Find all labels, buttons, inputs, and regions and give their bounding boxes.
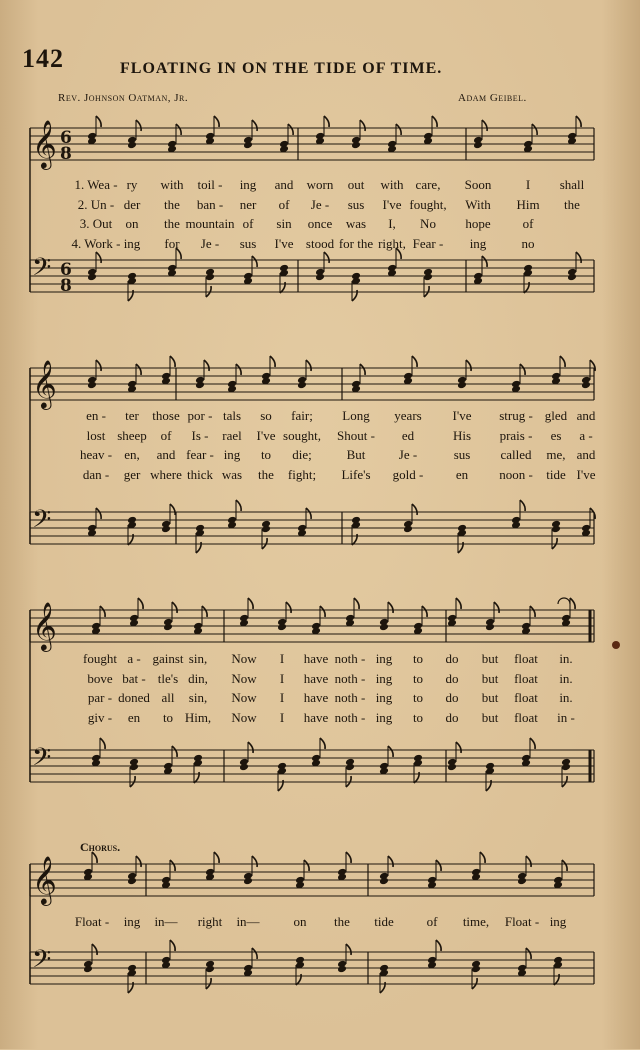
lyric-syllable: have <box>303 651 329 666</box>
note-chord <box>403 356 417 385</box>
lyric-syllable: was <box>345 216 367 231</box>
lyric-syllable: Now <box>231 690 257 705</box>
lyric-syllable: 2. Un - <box>77 196 115 212</box>
lyric-syllable: en - <box>86 408 106 423</box>
lyric-syllable: dan - <box>82 466 110 482</box>
note-chord <box>129 758 139 787</box>
lyric-line-verse-4 <box>0 710 640 728</box>
note-chord <box>337 852 351 881</box>
note-chord <box>127 856 141 885</box>
note-chord <box>127 272 137 301</box>
lyric-syllable: toil - <box>197 177 223 192</box>
lyric-syllable: the <box>164 216 180 231</box>
lyric-syllable: float <box>514 670 538 686</box>
note-chord <box>261 356 275 385</box>
lyric-syllable: out <box>347 177 365 192</box>
note-chord <box>511 500 525 529</box>
fermata-icon <box>558 598 570 604</box>
note-chord <box>423 116 437 145</box>
lyric-syllable: Now <box>231 709 257 725</box>
lyric-syllable: of <box>426 914 438 929</box>
lyric-syllable: Now <box>231 651 257 666</box>
note-chord <box>227 500 241 529</box>
lyric-syllable: Is - <box>191 427 209 443</box>
lyric-syllable: do <box>445 709 459 725</box>
treble-clef-icon: 𝄞 <box>32 855 57 904</box>
lyric-syllable: in— <box>236 914 260 929</box>
lyric-syllable: Now <box>231 670 257 686</box>
lyric-syllable: ter <box>125 408 139 423</box>
lyric-line-verse-4 <box>0 236 640 254</box>
lyric-syllable: sus <box>453 447 471 462</box>
lyric-syllable: for the <box>338 235 374 251</box>
lyric-syllable: of <box>278 196 290 212</box>
lyric-syllable: tle's <box>157 670 179 686</box>
note-chord <box>351 516 361 545</box>
lyric-syllable: once <box>307 216 333 231</box>
note-chord <box>485 762 495 791</box>
note-chord <box>161 940 175 969</box>
note-chord <box>83 944 97 973</box>
music-system-4 <box>0 850 640 1050</box>
lyric-syllable: called <box>500 447 532 462</box>
bass-clef-icon: 𝄢 <box>32 743 52 778</box>
note-chord <box>127 964 137 993</box>
lyric-syllable: tide <box>546 466 566 482</box>
lyric-syllable: in - <box>557 709 575 725</box>
lyric-line-verse-3 <box>0 216 640 234</box>
note-chord <box>279 264 289 293</box>
note-chord <box>413 754 423 783</box>
note-chord <box>297 360 311 389</box>
lyric-syllable: a - <box>127 651 141 666</box>
lyric-syllable: par - <box>87 690 113 705</box>
lyric-syllable: float <box>514 690 538 705</box>
lyric-syllable: do <box>445 651 459 666</box>
lyric-syllable: But <box>346 447 366 462</box>
lyric-syllable: fear - <box>186 447 214 462</box>
note-chord <box>567 116 581 145</box>
note-chord <box>379 602 393 631</box>
lyric-syllable: noth - <box>334 690 366 705</box>
bass-clef-icon: 𝄢 <box>32 945 52 980</box>
note-chord <box>277 762 287 791</box>
lyric-line-verse-1 <box>0 651 640 669</box>
lyric-syllable: ing <box>375 690 393 705</box>
note-chord <box>351 120 365 149</box>
lyric-syllable: sin <box>276 216 292 231</box>
lyric-syllable: to <box>412 651 424 666</box>
lyric-syllable: where <box>150 466 182 482</box>
note-chord <box>205 268 215 297</box>
note-chord <box>561 758 571 787</box>
treble-staff <box>30 368 594 400</box>
note-chord <box>447 598 461 627</box>
lyric-syllable: and <box>576 447 596 462</box>
lyric-syllable: I've <box>576 466 596 482</box>
lyric-syllable: Life's <box>341 466 371 482</box>
bass-staff <box>30 512 594 544</box>
note-chord <box>205 116 219 145</box>
note-chord <box>423 268 433 297</box>
lyric-syllable: on <box>293 914 307 929</box>
note-chord <box>315 116 329 145</box>
lyric-line-verse-3 <box>0 690 640 708</box>
lyric-syllable: noth - <box>334 709 366 725</box>
treble-clef-icon: 𝄞 <box>32 119 57 168</box>
bass-staff <box>30 260 594 292</box>
lyric-syllable: and <box>576 408 596 423</box>
note-chord <box>315 252 329 281</box>
lyric-syllable: but <box>481 670 499 686</box>
lyric-syllable: do <box>445 690 459 705</box>
lyric-syllable: ger <box>123 466 141 482</box>
lyric-syllable: fight; <box>287 466 317 482</box>
lyric-syllable: fought, <box>409 196 447 212</box>
treble-staff <box>30 128 594 160</box>
author-credit: Rev. Johnson Oatman, Jr. <box>58 92 189 104</box>
lyric-syllable: of <box>522 216 534 231</box>
lyric-syllable: stood <box>305 235 335 251</box>
hymn-title: FLOATING IN ON THE TIDE OF TIME. <box>120 60 443 77</box>
lyric-syllable: sus <box>239 235 257 251</box>
note-chord <box>205 852 219 881</box>
note-chord <box>243 856 257 885</box>
lyric-line-verse-2 <box>0 671 640 689</box>
lyric-syllable: Je - <box>398 447 418 462</box>
lyric-line-verse-4 <box>0 467 640 485</box>
note-chord <box>337 944 351 973</box>
lyric-syllable: the <box>164 196 180 212</box>
lyric-syllable: I <box>279 690 285 705</box>
note-chord <box>91 738 105 767</box>
lyric-syllable: 3. Out <box>79 216 113 231</box>
note-chord <box>551 520 561 549</box>
lyric-syllable: of <box>160 427 172 443</box>
lyric-syllable: die; <box>292 447 312 462</box>
lyric-line-verse-3 <box>0 447 640 465</box>
lyric-syllable: ing <box>123 914 141 929</box>
lyric-syllable: lost <box>86 427 106 443</box>
lyric-syllable: Shout - <box>337 427 375 443</box>
lyric-syllable: sheep <box>117 427 147 443</box>
lyric-syllable: in— <box>154 914 178 929</box>
lyric-syllable: Float - <box>74 914 110 929</box>
lyric-syllable: der <box>123 196 141 212</box>
lyric-syllable: for <box>164 235 180 251</box>
lyric-syllable: bove <box>87 670 113 686</box>
note-chord <box>523 264 533 293</box>
lyric-syllable: ing <box>549 914 567 929</box>
note-chord <box>239 742 253 771</box>
composer-credit: Adam Geibel. <box>458 92 527 104</box>
note-chord <box>567 252 581 281</box>
note-chord <box>345 758 355 787</box>
treble-clef-icon: 𝄞 <box>32 601 57 650</box>
lyric-line-verse-1 <box>0 177 640 195</box>
lyric-syllable: es <box>550 427 562 443</box>
lyric-syllable: gainst <box>152 651 184 666</box>
lyric-syllable: ing <box>123 235 141 251</box>
note-chord <box>127 516 137 545</box>
note-chord <box>379 856 393 885</box>
lyric-syllable: of <box>242 216 254 231</box>
lyric-syllable: No <box>420 216 436 231</box>
lyric-syllable: with <box>380 177 404 192</box>
note-chord <box>427 940 441 969</box>
lyric-syllable: noth - <box>334 670 366 686</box>
lyric-line-verse-1 <box>0 408 640 426</box>
lyric-syllable: Long <box>342 408 370 423</box>
lyric-syllable: ing <box>239 177 257 192</box>
lyric-syllable: and <box>274 177 294 192</box>
lyric-syllable: all <box>161 690 175 705</box>
time-signature-denominator: 8 <box>60 276 72 296</box>
lyric-syllable: with <box>160 177 184 192</box>
lyric-syllable: tide <box>374 914 394 929</box>
lyric-syllable: to <box>162 709 174 725</box>
note-chord <box>471 852 485 881</box>
lyric-syllable: With <box>465 196 491 212</box>
lyric-syllable: I <box>525 177 531 192</box>
lyric-syllable: worn <box>306 177 334 192</box>
note-chord <box>193 754 203 783</box>
lyric-syllable: I <box>279 670 285 686</box>
note-chord <box>517 856 531 885</box>
lyric-syllable: so <box>260 408 272 423</box>
lyric-syllable: to <box>412 709 424 725</box>
lyric-syllable: por - <box>187 408 213 423</box>
lyric-syllable: in. <box>559 651 573 666</box>
lyric-syllable: but <box>481 709 499 725</box>
lyric-syllable: sin, <box>188 690 208 705</box>
bass-clef-icon: 𝄢 <box>32 253 52 288</box>
lyric-syllable: thick <box>187 466 213 482</box>
note-chord <box>311 738 325 767</box>
note-chord <box>129 598 143 627</box>
note-chord <box>195 360 209 389</box>
lyric-syllable: ner <box>239 196 257 212</box>
note-chord <box>295 956 305 985</box>
lyric-syllable: have <box>303 690 329 705</box>
note-chord <box>261 520 271 549</box>
lyric-syllable: but <box>481 651 499 666</box>
lyric-syllable: Float - <box>504 914 540 929</box>
lyric-syllable: I <box>279 651 285 666</box>
lyric-line-verse-2 <box>0 197 640 215</box>
lyric-syllable: fought <box>83 651 117 666</box>
chorus-label: Chorus. <box>80 840 121 854</box>
treble-clef-icon: 𝄞 <box>32 359 57 408</box>
note-chord <box>457 360 471 389</box>
lyric-syllable: sus <box>347 196 365 212</box>
lyric-syllable: strug - <box>499 408 533 423</box>
lyric-syllable: no <box>521 235 535 251</box>
lyric-syllable: heav - <box>79 447 113 462</box>
note-chord <box>471 960 481 989</box>
lyric-syllable: the <box>564 196 580 212</box>
lyric-syllable: do <box>445 670 459 686</box>
note-chord <box>87 360 101 389</box>
bass-staff <box>30 952 594 984</box>
bass-staff <box>30 750 594 782</box>
lyric-syllable: sought, <box>283 427 321 443</box>
lyric-syllable: Fear - <box>412 235 444 251</box>
page-number: 142 <box>22 44 64 73</box>
lyric-syllable: I <box>279 709 285 725</box>
lyric-syllable: I've <box>256 427 276 443</box>
lyric-syllable: bat - <box>122 670 146 686</box>
lyric-syllable: 4. Work - <box>71 235 121 251</box>
note-chord <box>87 252 101 281</box>
lyric-syllable: years <box>394 408 422 423</box>
lyric-line-verse-2 <box>0 428 640 446</box>
note-chord <box>457 524 467 553</box>
lyric-syllable: in. <box>559 690 573 705</box>
lyric-syllable: Je - <box>200 235 220 251</box>
lyric-syllable: en <box>455 466 469 482</box>
lyric-syllable: but <box>481 690 499 705</box>
lyric-syllable: float <box>514 651 538 666</box>
lyric-syllable: right <box>197 914 223 929</box>
note-chord <box>581 360 595 389</box>
note-chord <box>161 356 175 385</box>
lyric-syllable: Him, <box>184 709 212 725</box>
note-chord <box>379 964 389 993</box>
lyric-syllable: din, <box>188 670 208 686</box>
lyric-syllable: en, <box>124 447 140 462</box>
lyric-syllable: right, <box>378 235 406 251</box>
lyric-line-verse-1 <box>0 914 640 932</box>
lyric-syllable: ing <box>223 447 241 462</box>
lyric-syllable: in. <box>559 670 573 686</box>
lyric-syllable: 1. Wea - <box>74 177 118 192</box>
treble-staff <box>30 864 594 896</box>
lyric-syllable: have <box>303 670 329 686</box>
lyric-syllable: rael <box>222 427 242 443</box>
treble-staff <box>30 610 594 642</box>
note-chord <box>447 742 461 771</box>
lyric-syllable: sin, <box>188 651 208 666</box>
lyric-syllable: to <box>412 670 424 686</box>
lyric-syllable: giv - <box>87 709 113 725</box>
note-chord <box>195 524 205 553</box>
note-chord <box>83 852 97 881</box>
lyric-syllable: the <box>258 466 274 482</box>
note-chord <box>163 602 177 631</box>
lyric-syllable: Him <box>516 196 540 212</box>
note-chord <box>161 504 175 533</box>
lyric-syllable: care, <box>415 177 441 192</box>
lyric-syllable: ry <box>126 177 138 192</box>
note-chord <box>205 960 215 989</box>
lyric-syllable: shall <box>559 177 585 192</box>
note-chord <box>127 120 141 149</box>
lyric-syllable: I've <box>274 235 294 251</box>
note-chord <box>553 956 563 985</box>
lyric-syllable: on <box>125 216 139 231</box>
lyric-syllable: ing <box>375 709 393 725</box>
lyric-syllable: I, <box>388 216 396 231</box>
lyric-syllable: gled <box>544 408 568 423</box>
bass-clef-icon: 𝄢 <box>32 505 52 540</box>
lyric-syllable: prais - <box>499 427 533 443</box>
lyric-syllable: the <box>334 914 350 929</box>
lyric-syllable: mountain <box>185 216 235 231</box>
lyric-syllable: fair; <box>291 408 313 423</box>
lyric-syllable: tals <box>222 408 242 423</box>
lyric-syllable: ing <box>375 651 393 666</box>
note-chord <box>345 598 359 627</box>
note-chord <box>351 272 361 301</box>
note-chord <box>485 602 499 631</box>
note-chord <box>403 504 417 533</box>
lyric-syllable: those <box>152 408 180 423</box>
note-chord <box>239 598 253 627</box>
note-chord <box>521 738 535 767</box>
lyric-syllable: Je - <box>310 196 330 212</box>
lyric-syllable: me, <box>546 447 566 462</box>
lyric-syllable: hope <box>465 216 491 231</box>
lyric-syllable: I've <box>452 408 472 423</box>
lyric-syllable: a - <box>579 427 593 443</box>
lyric-syllable: gold - <box>392 466 424 482</box>
lyric-syllable: doned <box>118 690 150 705</box>
lyric-syllable: ed <box>401 427 415 443</box>
note-chord <box>561 598 575 627</box>
time-signature-denominator: 8 <box>60 144 72 164</box>
lyric-syllable: ing <box>469 235 487 251</box>
lyric-syllable: to <box>260 447 272 462</box>
note-chord <box>473 120 487 149</box>
lyric-syllable: float <box>514 709 538 725</box>
lyric-syllable: to <box>412 690 424 705</box>
lyric-syllable: ban - <box>196 196 224 212</box>
lyric-syllable: en <box>127 709 141 725</box>
time-signature-numerator: 6 <box>60 128 72 148</box>
note-chord <box>87 116 101 145</box>
lyric-syllable: ing <box>375 670 393 686</box>
lyric-syllable: was <box>221 466 243 482</box>
note-chord <box>277 602 291 631</box>
note-chord <box>551 356 565 385</box>
note-chord <box>243 120 257 149</box>
lyric-syllable: and <box>156 447 176 462</box>
lyric-syllable: I've <box>382 196 402 212</box>
lyric-syllable: have <box>303 709 329 725</box>
time-signature-numerator: 6 <box>60 260 72 280</box>
lyric-syllable: noon - <box>499 466 533 482</box>
lyric-syllable: time, <box>462 914 490 929</box>
lyric-syllable: noth - <box>334 651 366 666</box>
lyric-syllable: Soon <box>464 177 492 192</box>
lyric-syllable: His <box>452 427 472 443</box>
